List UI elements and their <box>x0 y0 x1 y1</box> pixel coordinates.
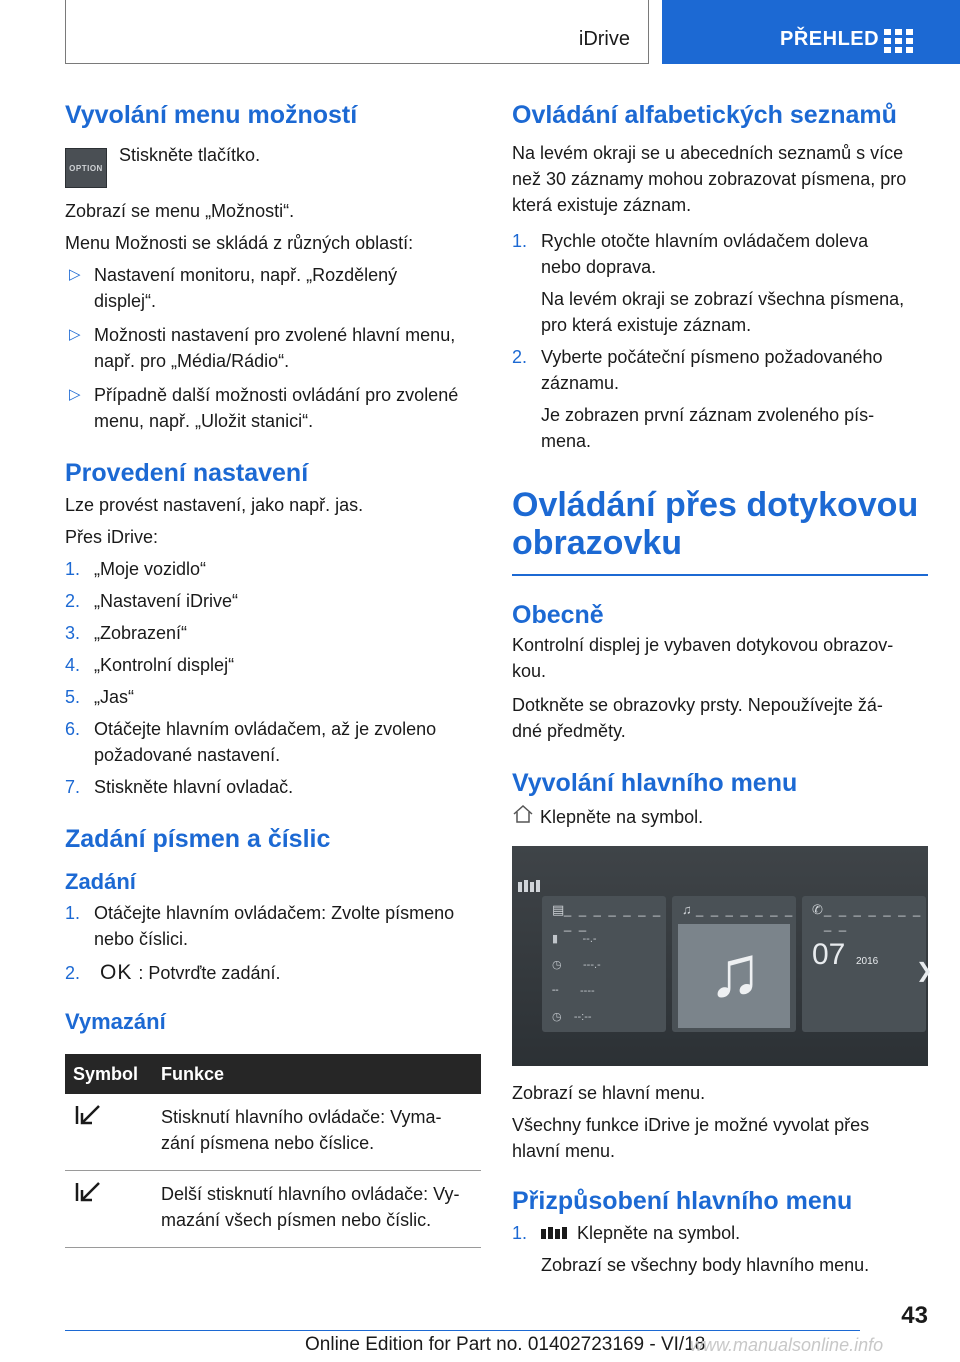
list-item-text: „Zobrazení“ <box>94 623 188 643</box>
menu-grid-icon <box>541 1220 577 1246</box>
list-item-text: „Kontrolní displej“ <box>94 655 235 675</box>
table-header-symbol: Symbol <box>65 1054 153 1094</box>
fuel-icon-row: ▮ --.- <box>552 933 597 945</box>
list-item <box>65 684 481 710</box>
paragraph: Zobrazí se hlavní menu. <box>512 1083 706 1103</box>
numbered-list <box>65 556 481 800</box>
overview-tab[interactable] <box>662 0 960 64</box>
date-day: 07 <box>812 938 846 971</box>
menu-grid-icon <box>518 880 540 894</box>
list-item-text: např. pro „Média/Rádio“. <box>94 351 290 371</box>
step-number: 7. <box>65 777 81 797</box>
tile-title: _ _ _ _ _ _ _ <box>696 902 795 917</box>
list-item-text: Otáčejte hlavním ovládačem: Zvolte písmeno <box>94 903 455 923</box>
paragraph: Na levém okraji se u abecedních seznamů s více <box>512 143 904 163</box>
triangle-bullet-icon: ▷ <box>69 326 81 343</box>
step-number: 3. <box>65 623 81 643</box>
list-item-text: Nastavení monitoru, např. „Rozdělený <box>94 265 398 285</box>
tap-home-instruction <box>512 804 928 830</box>
step-number: 2. <box>65 963 81 983</box>
right-column <box>512 100 933 1278</box>
list-item <box>512 344 928 454</box>
list-item <box>65 262 481 314</box>
chevron-right-icon[interactable]: ❯ <box>916 960 933 982</box>
list-item <box>65 960 481 986</box>
subsection-title-delete: Vymazání <box>65 1009 166 1034</box>
range-icon-row: ◷ ---.- <box>552 959 601 971</box>
step-number: 2. <box>512 347 528 367</box>
chapter-title: Ovládání přes dotykovou obrazovku <box>512 486 919 562</box>
list-item <box>65 382 481 434</box>
list-item-text: záznamu. <box>541 373 620 393</box>
header-section-box <box>65 0 649 64</box>
paragraph: kou. <box>512 661 547 681</box>
list-item-text: Případně další možnosti ovládání pro zvolené <box>94 385 459 405</box>
footer-watermark: www.manualsonline.info <box>690 1335 884 1355</box>
list-item-text: „Nastavení iDrive“ <box>94 591 239 611</box>
step-number: 2. <box>65 591 81 611</box>
paragraph: Klepněte na symbol. <box>540 807 704 827</box>
tile-phone[interactable] <box>802 896 933 1032</box>
list-item-text: menu, např. „Uložit stanici“. <box>94 411 314 431</box>
list-item-result: mena. <box>541 431 592 451</box>
grid-icon <box>884 29 914 53</box>
footer-divider <box>65 1330 860 1331</box>
date-year: 2016 <box>856 956 879 967</box>
list-item-text: požadované nastavení. <box>94 745 281 765</box>
paragraph: Dotkněte se obrazovky prsty. Nepoužívejte žá- <box>512 695 883 715</box>
paragraph: Všechny funkce iDrive je možné vyvolat přes <box>512 1115 870 1135</box>
car-icon: ▤ <box>552 902 565 917</box>
option-button-icon: OPTION <box>65 148 107 188</box>
paragraph: než 30 záznamy mohou zobrazovat písmena, pro <box>512 169 907 189</box>
list-item <box>65 716 481 768</box>
table-cell: Delší stisknutí hlavního ovládače: Vy- mazání všech písmen nebo číslic. <box>153 1171 481 1248</box>
table-header-function: Funkce <box>153 1054 481 1094</box>
album-art <box>678 924 790 1028</box>
music-note-icon: ♫ <box>682 902 692 917</box>
subsection-title-input: Zadání <box>65 869 136 894</box>
list-item-text: Vyberte počáteční písmeno požadovaného <box>541 347 883 367</box>
list-item-text: Stiskněte hlavní ovladač. <box>94 777 294 797</box>
table-row <box>65 1171 481 1248</box>
page-number: 43 <box>901 1302 928 1329</box>
paragraph: Lze provést nastavení, jako např. jas. <box>65 495 364 515</box>
home-icon <box>512 804 540 829</box>
list-item <box>65 588 481 614</box>
list-item-result: Je zobrazen první záznam zvoleného pís- <box>541 405 875 425</box>
press-button-text: Stiskněte tlačítko. <box>119 145 261 165</box>
footer-edition: Online Edition for Part no. 01402723169 - VI/18 <box>305 1334 706 1355</box>
list-item-result: Na levém okraji se zobrazí všechna písmena, <box>541 289 905 309</box>
list-item-text: Možnosti nastavení pro zvolené hlavní menu, <box>94 325 456 345</box>
paragraph: Zobrazí se menu „Možnosti“. <box>65 201 295 221</box>
ok-symbol-icon: OK <box>100 961 133 984</box>
paragraph: Menu Možnosti se skládá z různých oblastí: <box>65 233 414 253</box>
list-item-text: displej“. <box>94 291 157 311</box>
paragraph: Přes iDrive: <box>65 527 159 547</box>
phone-icon: ✆ <box>812 902 823 917</box>
list-item <box>65 774 481 800</box>
tile-vehicle[interactable] <box>542 896 666 1032</box>
list-item <box>65 652 481 678</box>
step-number: 5. <box>65 687 81 707</box>
list-item <box>65 900 481 952</box>
table-cell: Stisknutí hlavního ovládače: Vyma- zání písmena nebo číslice. <box>153 1094 481 1171</box>
triangle-bullet-icon: ▷ <box>69 266 81 283</box>
list-item <box>65 556 481 582</box>
tile-media[interactable] <box>672 896 796 1032</box>
tile-title: _ _ _ _ _ _ _ _ _ <box>564 902 663 932</box>
bullet-list <box>65 262 481 434</box>
delete-arrow-icon <box>65 1094 153 1171</box>
paragraph: která existuje záznam. <box>512 195 692 215</box>
section-title-letters: Zadání písmen a číslic <box>65 825 331 853</box>
section-title-settings: Provedení nastavení <box>65 459 309 487</box>
section-title-general: Obecně <box>512 601 604 629</box>
tile-rows <box>552 926 601 1030</box>
section-title-main-menu: Vyvolání hlavního menu <box>512 769 798 797</box>
list-item <box>512 1220 928 1278</box>
step-number: 1. <box>65 903 81 923</box>
list-item-text: OK : Potvrďte zadání. <box>94 960 280 986</box>
paragraph: dné předměty. <box>512 721 626 741</box>
list-item-result: pro která existuje záznam. <box>541 315 752 335</box>
table-row <box>65 1094 481 1171</box>
left-column <box>65 100 481 1248</box>
step-number: 1. <box>512 231 528 251</box>
delete-arrow-icon <box>65 1171 153 1248</box>
clock-icon-row: ◷ --:-- <box>552 1011 592 1023</box>
triangle-bullet-icon: ▷ <box>69 386 81 403</box>
overview-tab-label: PŘEHLED <box>780 28 880 50</box>
step-number: 6. <box>65 719 81 739</box>
list-item <box>65 620 481 646</box>
header-section-title: iDrive <box>578 28 630 50</box>
list-item <box>65 322 481 374</box>
chapter-divider <box>512 574 928 576</box>
distance-icon-row: ╌ ---- <box>552 985 595 997</box>
section-title-customize: Přizpůsobení hlavního menu <box>512 1187 853 1215</box>
music-note-icon: ♫ <box>708 932 762 1012</box>
list-item <box>512 228 928 338</box>
list-item-text: „Moje vozidlo“ <box>94 559 207 579</box>
main-menu-screenshot <box>512 846 933 1066</box>
list-item-text: Otáčejte hlavním ovládačem, až je zvoleno <box>94 719 437 739</box>
list-item-text: Rychle otočte hlavním ovládačem doleva <box>541 231 869 251</box>
list-item-text: nebo doprava. <box>541 257 657 277</box>
step-number: 1. <box>512 1223 528 1243</box>
tile-title: _ _ _ _ _ _ _ _ _ <box>824 902 923 932</box>
list-item-text: nebo číslici. <box>94 929 189 949</box>
numbered-list <box>512 228 928 454</box>
list-item-text: Klepněte na symbol. <box>577 1223 741 1243</box>
paragraph: Kontrolní displej je vybaven dotykovou obrazov- <box>512 635 894 655</box>
list-item-text: „Jas“ <box>94 687 134 707</box>
step-number: 4. <box>65 655 81 675</box>
paragraph: hlavní menu. <box>512 1141 616 1161</box>
section-title-alphabetic: Ovládání alfabetických seznamů <box>512 101 897 129</box>
section-title-options: Vyvolání menu možností <box>65 101 358 129</box>
list-item-result: Zobrazí se všechny body hlavního menu. <box>541 1255 870 1275</box>
step-number: 1. <box>65 559 81 579</box>
symbol-table <box>65 1054 481 1248</box>
